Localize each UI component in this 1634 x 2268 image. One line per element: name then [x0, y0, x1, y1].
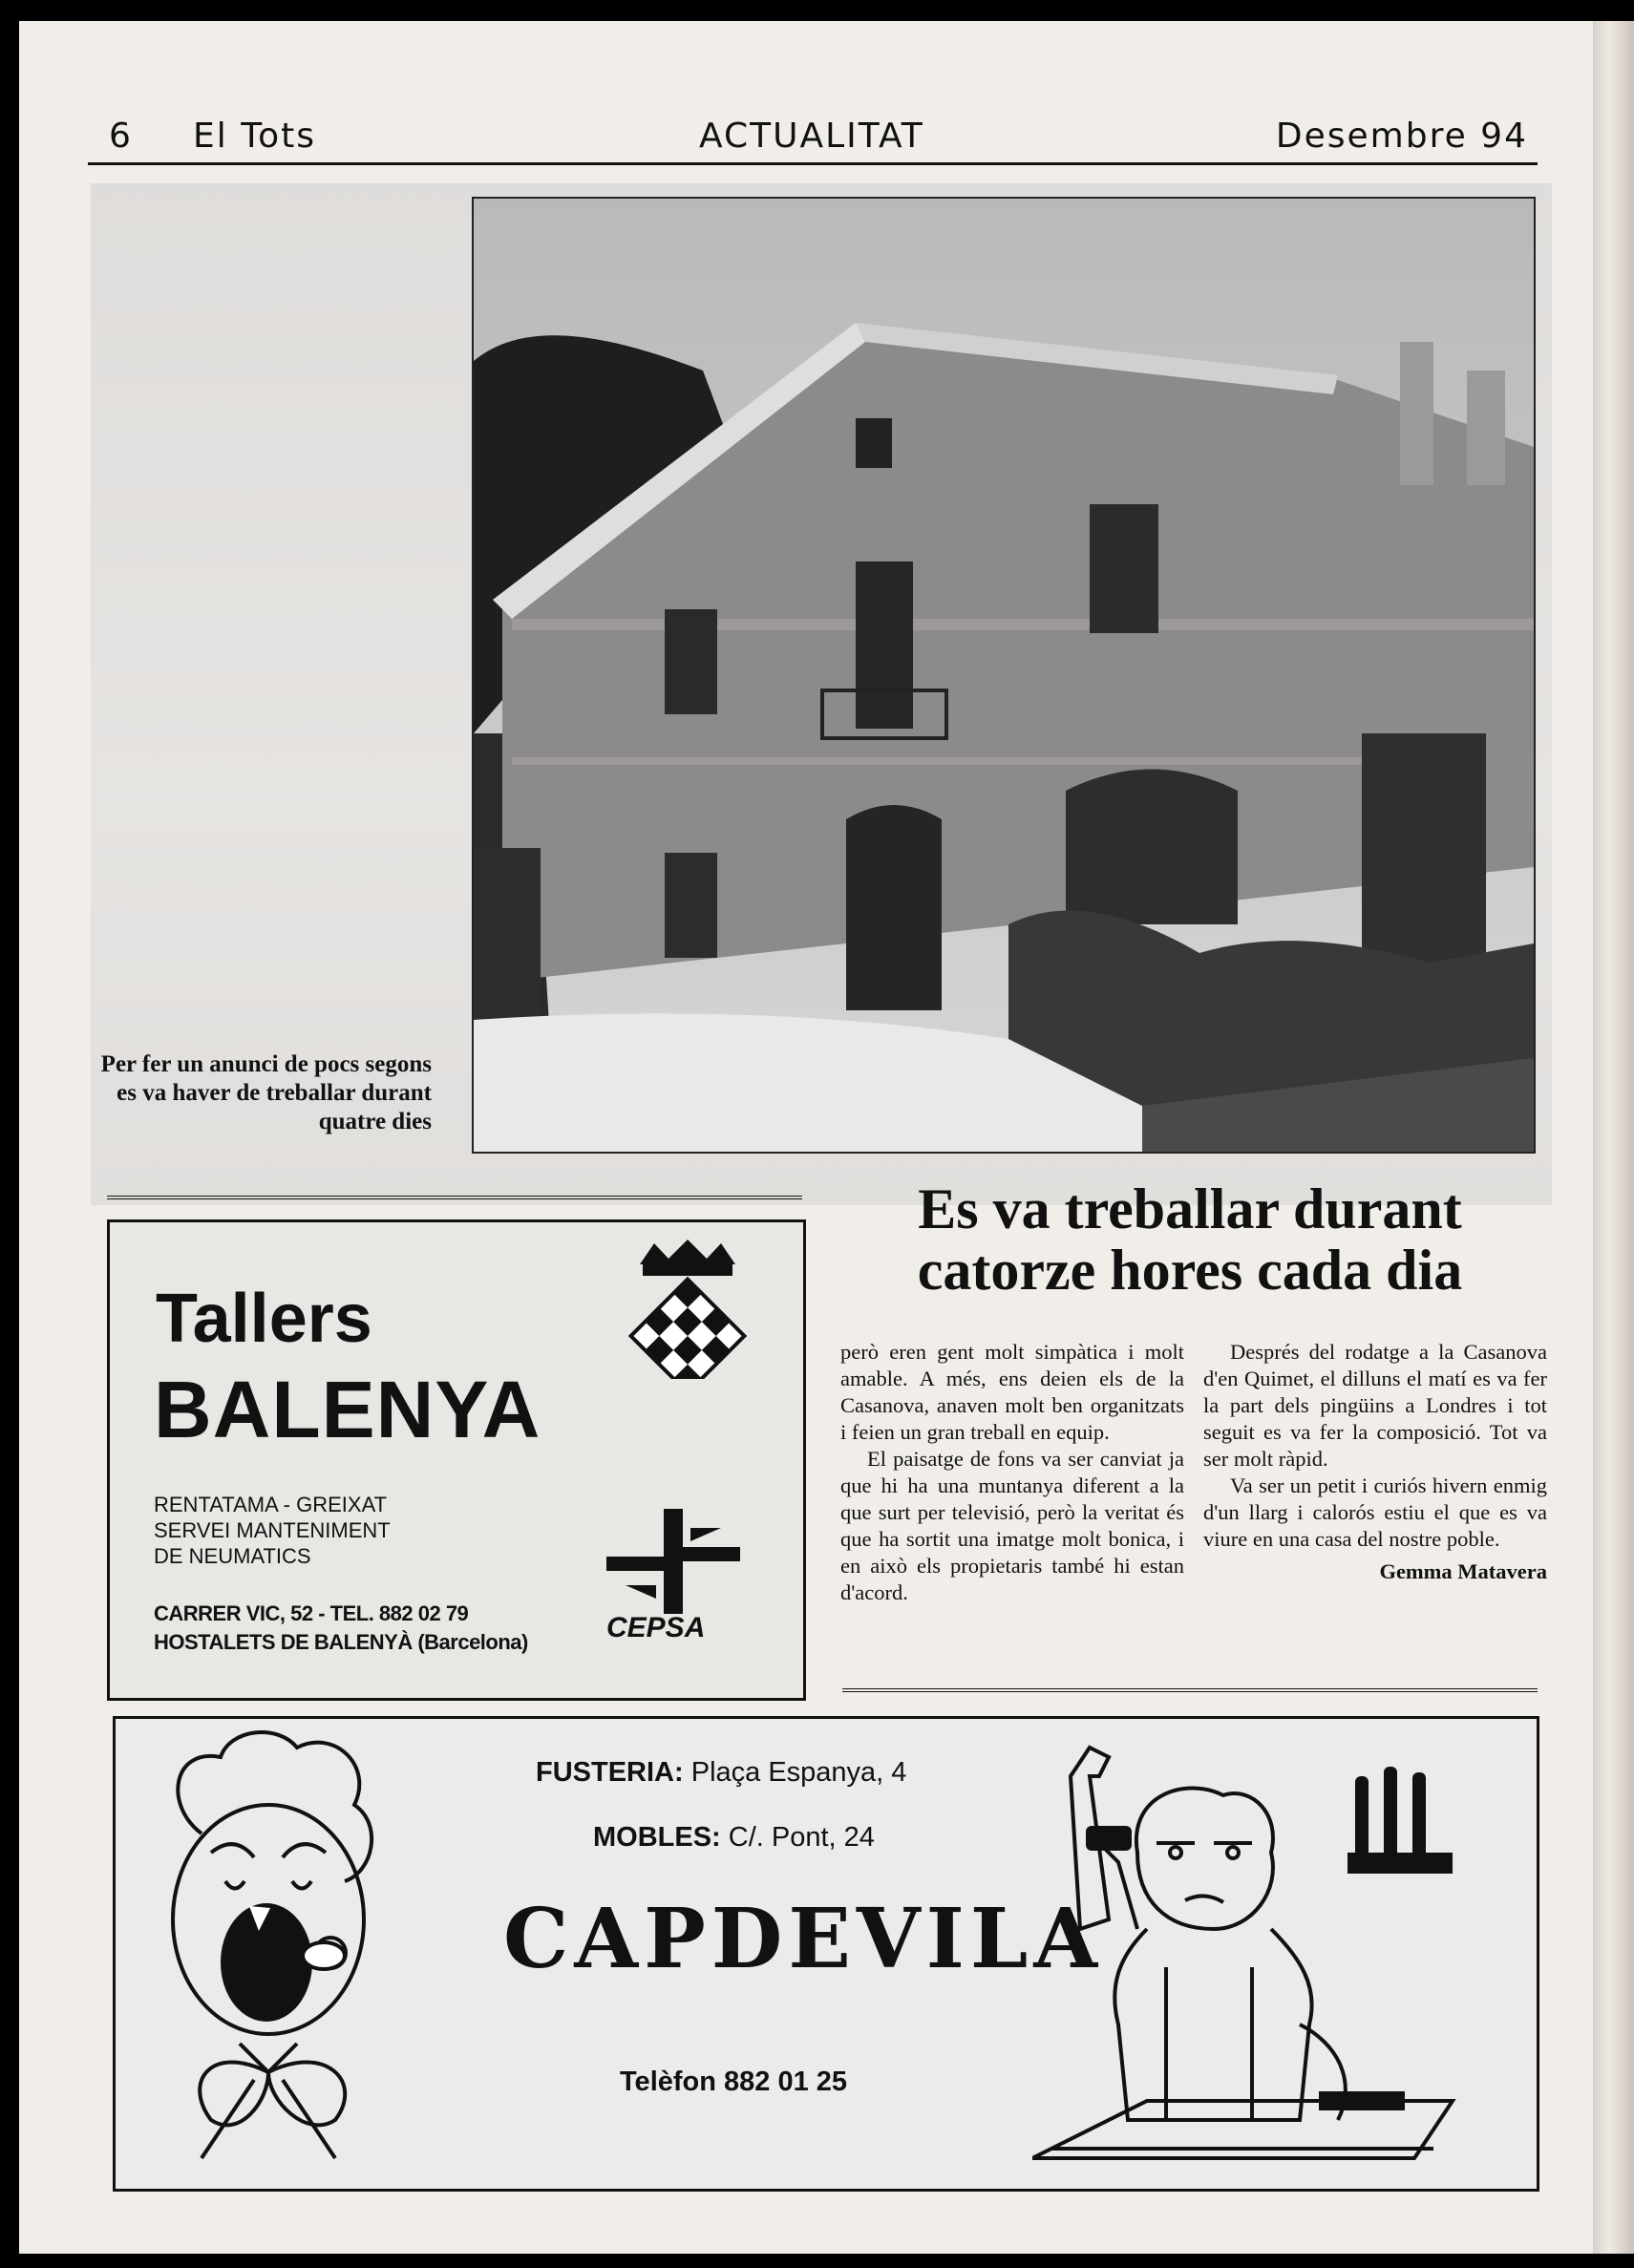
fusteria-line [536, 1757, 906, 1789]
capdevila-brand: CAPDEVILA [502, 1891, 1104, 1987]
ad-title-line2: BALENYA [154, 1365, 541, 1454]
phone-text: Telèfon 882 01 25 [620, 2067, 848, 2097]
cepsa-logo-text: CEPSA [606, 1612, 706, 1643]
ad-service-item: DE NEUMATICS [154, 1544, 311, 1568]
ad-address [154, 1600, 528, 1657]
article-author: Gemma Matavera [1379, 1559, 1547, 1583]
ad-title-line1: Tallers [156, 1281, 372, 1357]
carpenter-illustration-icon [1032, 1738, 1519, 2182]
house-photo [472, 197, 1536, 1154]
mobles-label: MOBLES: [593, 1822, 721, 1853]
capdevila-phone [620, 2067, 847, 2098]
ad-service-item: RENTATAMA - GREIXAT [154, 1493, 388, 1516]
article-column-2 [1203, 1339, 1547, 1585]
article-paragraph: Després del rodatge a la Casanova d'en Quimet, el dilluns el matí es va fer la part dels pingüins a Londres i tot seguit es va fer la composició. Tot va ser molt ràpid. [1203, 1340, 1547, 1471]
page-number: 6 [109, 117, 133, 156]
publication-name: El Tots [193, 117, 316, 156]
article-column-1 [840, 1339, 1184, 1606]
page-header [88, 117, 1538, 165]
issue-date: Desembre 94 [1275, 117, 1528, 156]
ad-capdevila [113, 1716, 1539, 2192]
ad-address-line1: CARRER VIC, 52 - TEL. 882 02 79 [154, 1601, 469, 1625]
divider-left [107, 1196, 802, 1199]
mobles-address: C/. Pont, 24 [720, 1822, 875, 1853]
ad-services [154, 1492, 391, 1569]
ad-address-line2: HOSTALETS DE BALENYÀ (Barcelona) [154, 1630, 528, 1654]
crying-baby-illustration-icon [144, 1719, 393, 2173]
fusteria-address: Plaça Espanya, 4 [683, 1757, 907, 1788]
article-paragraph: Va ser un petit i curiós hivern enmig d'un llarg i calorós estiu el que es va viure en una casa del nostre poble. [1203, 1473, 1547, 1551]
town-crest-icon [626, 1236, 750, 1384]
ad-service-item: SERVEI MANTENIMENT [154, 1518, 391, 1542]
mobles-line [593, 1822, 875, 1854]
adjacent-page-edge [1593, 21, 1634, 2254]
article-paragraph: El paisatge de fons va ser canviat ja que hi ha una muntanya diferent a la que surt per televisió, però la veritat és que ha sortit una imatge molt bonica, i en això els propietaris també hi estan d'acord. [840, 1447, 1184, 1604]
photo-caption: Per fer un anunci de pocs segons es va haver de treballar durant quatre dies [100, 1051, 432, 1134]
cepsa-logo-icon [606, 1509, 740, 1619]
newspaper-page [19, 21, 1593, 2254]
article-headline: Es va treballar durant catorze hores cada dia [917, 1177, 1463, 1302]
ad-tallers-balenya [107, 1219, 806, 1701]
section-name: ACTUALITAT [699, 117, 924, 156]
fusteria-label: FUSTERIA: [536, 1757, 684, 1788]
divider-right [842, 1688, 1538, 1692]
article-paragraph: però eren gent molt simpàtica i molt amable. A més, ens deien els de la Casanova, anaven molt ben organitzats i feien un gran treball en equip. [840, 1340, 1184, 1444]
